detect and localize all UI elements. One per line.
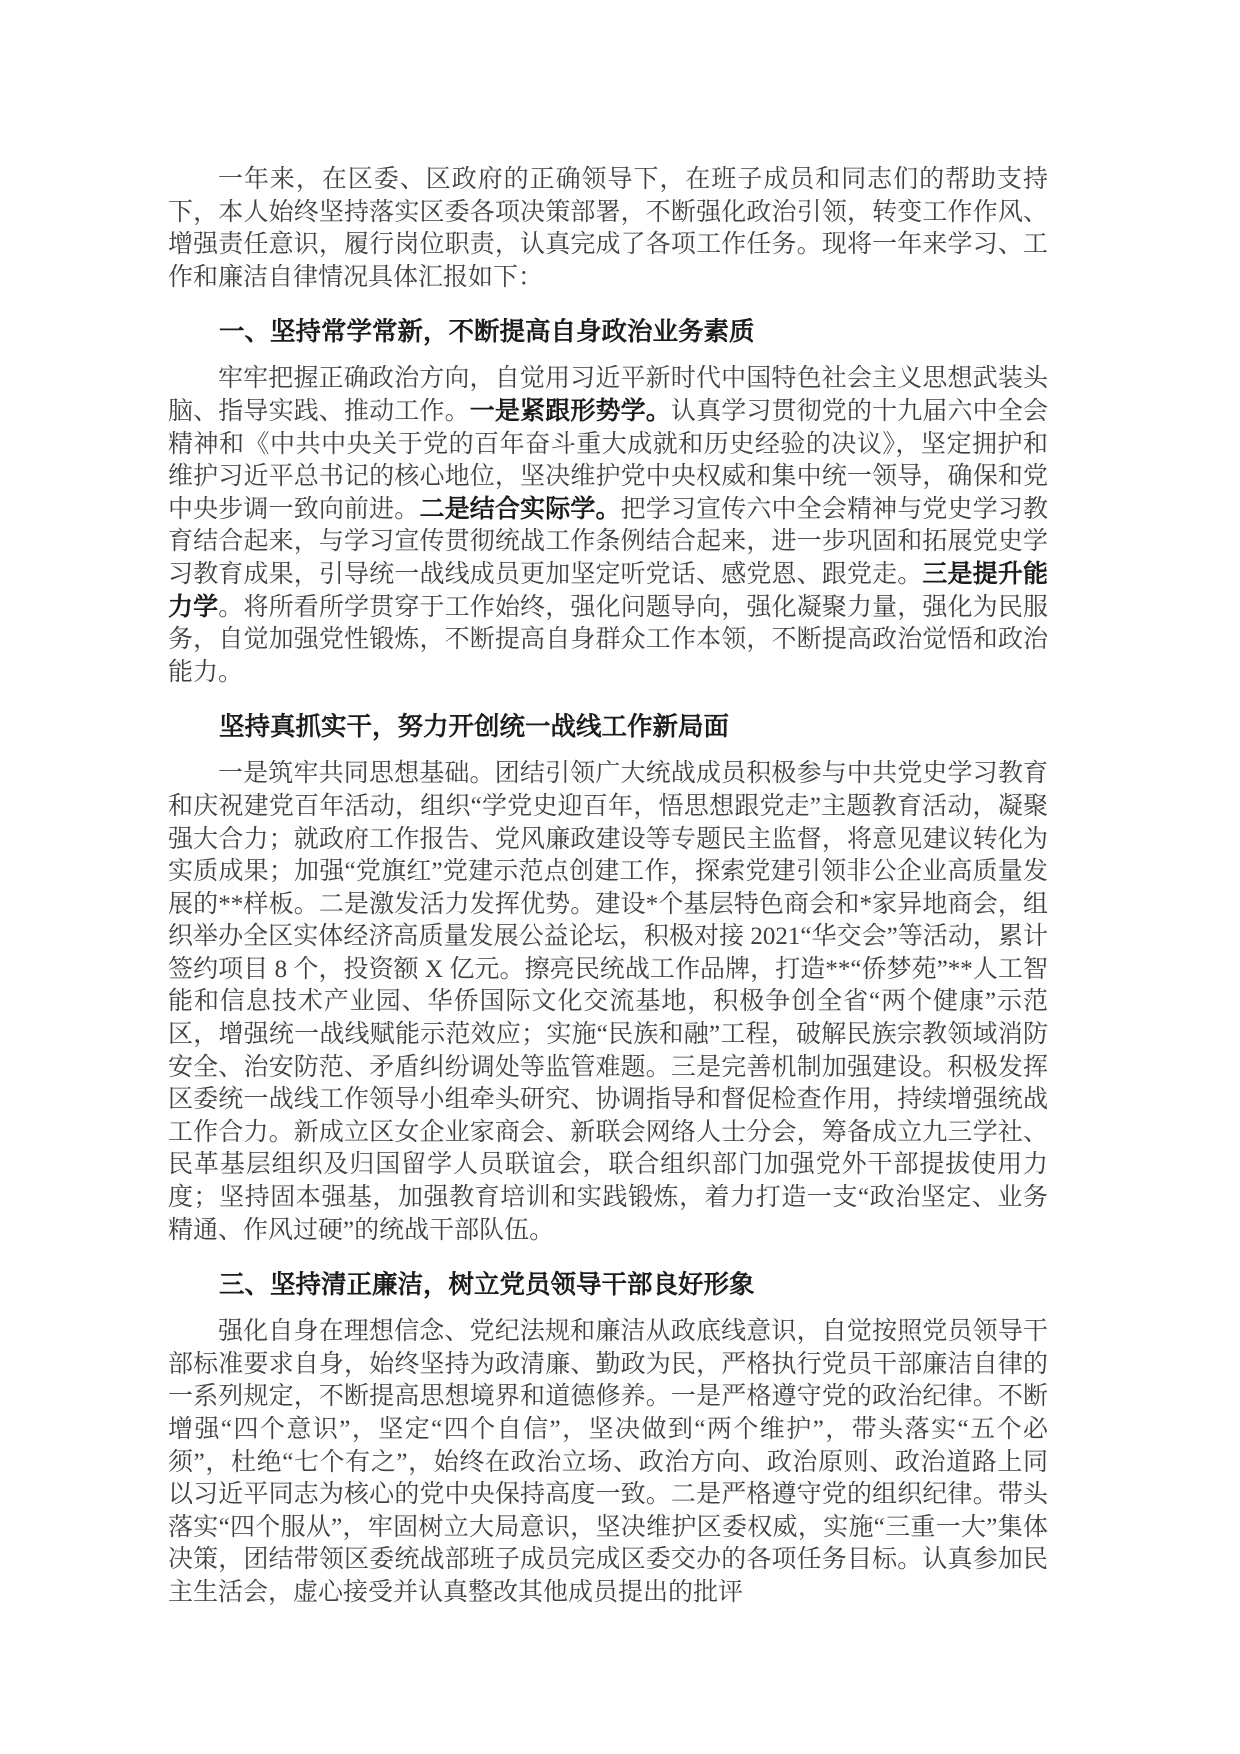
bold-text-run: 三是提升能力学	[168, 560, 1048, 621]
section-heading	[168, 315, 1048, 348]
bold-text-run: 二是结合实际学。	[419, 495, 621, 523]
text-run: 强化自身在理想信念、党纪法规和廉洁从政底线意识，自觉按照党员领导干部标准要求自身，始终坚持为政清廉、勤政为民，严格执行党员干部廉洁自律的一系列规定，不断提高思想境界和道德修养。一是严格遵守党的政治纪律。不断增强“四个意识”，坚定“四个自信”，坚决做到“两个维护”，带头落实“五个必须”，杜绝“七个有之”，始终在政治立场、政治方向、政治原则、政治道路上同以习近平同志为核心的党中央保持高度一致。二是严格遵守党的组织纪律。带头落实“四个服从”，牢固树立大局意识，坚决维护区委权威，实施“三重一大”集体决策，团结带领区委统战部班子成员完成区委交办的各项任务目标。认真参加民主生活会，虚心接受并认真整改其他成员提出的批评	[168, 1318, 1048, 1606]
document-body	[168, 164, 1048, 1610]
text-run: 。将所看所学贯穿于工作始终，强化问题导向，强化凝聚力量，强化为民服务，自觉加强党性锻炼，不断提高自身群众工作本领，不断提高政治觉悟和政治能力。	[168, 593, 1048, 686]
section-heading	[168, 710, 1048, 743]
paragraph	[168, 164, 1048, 294]
bold-text-run: 坚持真抓实干，努力开创统一战线工作新局面	[219, 712, 730, 742]
bold-text-run: 一是紧跟形势学。	[469, 397, 671, 425]
section-heading	[168, 1268, 1048, 1301]
paragraph	[168, 758, 1048, 1247]
text-run: 牢牢把握正确政治方向，自觉用习近平新时代中国特色社会主义思想武装头脑、指导实践、推动工作。	[168, 365, 1048, 425]
text-run: 认真学习贯彻党的十九届六中全会精神和《中共中央关于党的百年奋斗重大成就和历史经验的决议》，坚定拥护和维护习近平总书记的核心地位，坚决维护党中央权威和集中统一领导，确保和党中央步调一致向前进。	[168, 397, 1048, 523]
bold-text-run: 三、坚持清正廉洁，树立党员领导干部良好形象	[219, 1270, 755, 1300]
text-run: 一是筑牢共同思想基础。团结引领广大统战成员积极参与中共党史学习教育和庆祝建党百年活动，组织“学党史迎百年，悟思想跟党走”主题教育活动，凝聚强大合力；就政府工作报告、党风廉政建设等专题民主监督，将意见建议转化为实质成果；加强“党旗红”党建示范点创建工作，探索党建引领非公企业高质量发展的**样板。二是激发活力发挥优势。建设*个基层特色商会和*家异地商会，组织举办全区实体经济高质量发展公益论坛，积极对接 2021“华交会”等活动，累计签约项目 8 个，投资额 X 亿元。擦亮民统战工作品牌，打造**“侨梦苑”**人工智能和信息技术产业园、华侨国际文化交流基地，积极争创全省“两个健康”示范区，增强统一战线赋能示范效应；实施“民族和融”工程，破解民族宗教领域消防安全、治安防范、矛盾纠纷调处等监管难题。三是完善机制加强建设。积极发挥区委统一战线工作领导小组牵头研究、协调指导和督促检查作用，持续增强统战工作合力。新成立区女企业家商会、新联会网络人士分会，筹备成立九三学社、民革基层组织及归国留学人员联谊会，联合组织部门加强党外干部提拔使用力度；坚持固本强基，加强教育培训和实践锻炼，着力打造一支“政治坚定、业务精通、作风过硬”的统战干部队伍。	[168, 760, 1048, 1244]
bold-text-run: 一、坚持常学常新，不断提高自身政治业务素质	[219, 317, 755, 347]
paragraph	[168, 1316, 1048, 1609]
paragraph	[168, 363, 1048, 689]
text-run: 把学习宣传六中全会精神与党史学习教育结合起来，与学习宣传贯彻统战工作条例结合起来，进一步巩固和拓展党史学习教育成果，引导统一战线成员更加坚定听党话、感党恩、跟党走。	[168, 495, 1048, 588]
text-run: 一年来，在区委、区政府的正确领导下，在班子成员和同志们的帮助支持下，本人始终坚持落实区委各项决策部署，不断强化政治引领，转变工作作风、增强责任意识，履行岗位职责，认真完成了各项工作任务。现将一年来学习、工作和廉洁自律情况具体汇报如下：	[168, 166, 1048, 291]
